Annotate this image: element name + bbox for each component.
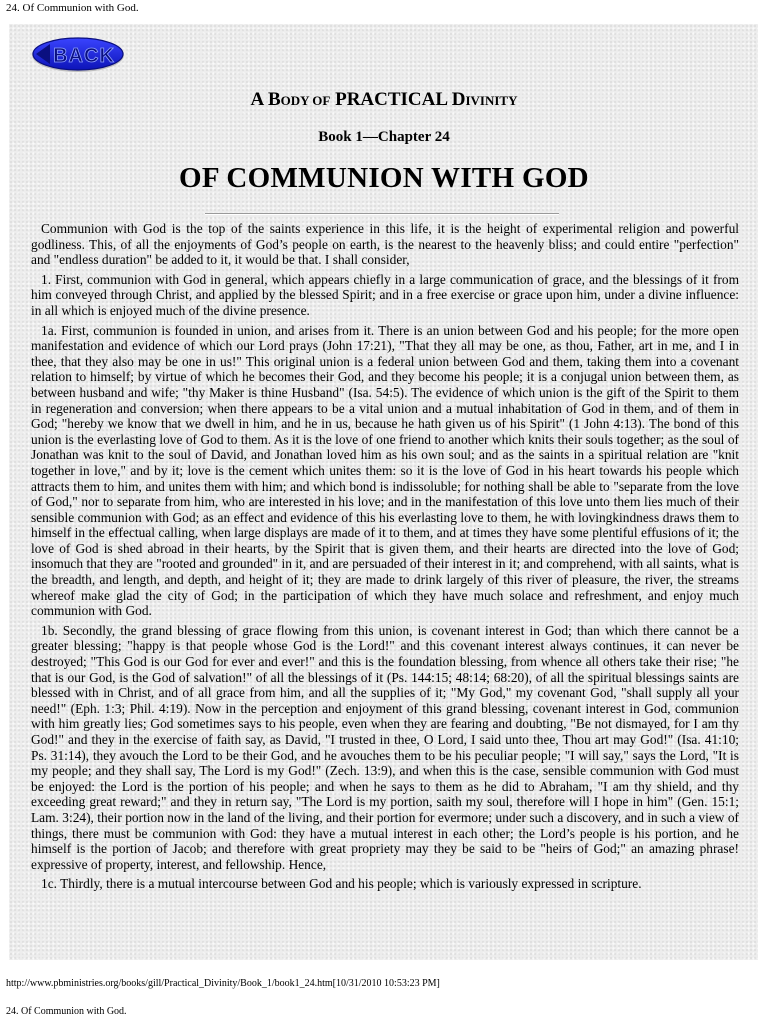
browser-page-title: 24. Of Communion with God.	[6, 2, 139, 14]
paragraph: 1c. Thirdly, there is a mutual intercourse between God and his people; which is variously expressed in scripture.	[41, 876, 642, 892]
book-title: A BODY OF PRACTICAL DIVINITY	[250, 89, 518, 110]
paragraph: 1. First, communion with God in general, which appears chiefly in a large communication of grace, and the blessings of it from him conveyed through Christ, and applied by the blessed Spirit; and in a free exercise or grace upon him, under a divine influence: in all which is enjoyed much of the divine presence.	[31, 271, 739, 318]
back-arrow-icon	[30, 34, 126, 76]
paragraph: Communion with God is the top of the saints experience in this life, it is the height of experimental religion and powerful godliness. This, of all the enjoyments of God’s people on earth, is the nearest to the heavenly bliss; and could entire "perfection" and "endless duration" be added to it, it would be that. I shall consider,	[31, 221, 739, 268]
back-button[interactable]	[30, 34, 126, 76]
back-label: BACK	[53, 45, 115, 67]
chapter-body	[31, 221, 739, 896]
paragraph: 1a. First, communion is founded in union, and arises from it. There is an union between God and his people; for the more open manifestation and evidence of which our Lord prays (John 17:21), "That they all may be one, as thou, Father, art in me, and I in thee, that they also may be one in us!" This original union is a federal union between God and them, taking them into a covenant relation to himself; by virtue of which he becomes their God, and they become his people; it is a conjugal union between them, as between husband and wife; "thy Maker is thine Husband" (Isa. 54:5). The evidence of which union is the gift of the Spirit to them in regeneration and conversion; when there appears to be a vital union and a mutual inhabitation of God in them, and of them in God; "hereby we know that we dwell in him, and he in us, because he hath given us of his Spirit" (1 John 4:13). The bond of this union is the everlasting love of God to them. As it is the love of one friend to another which knits their souls together; as the soul of Jonathan was knit to the soul of David, and Jonathan loved him as his own soul; and as the saints in a spiritual relation are "knit together in love," and by it; love is the cement which unites them: so it is the love of God in his heart towards his people which attracts them to him, and unites them with him; and which bond is indissoluble; for nothing shall be able to "separate from the love of God," nor to separate from him, who are interested in his love; and in the manifestation of this love unto them lies much of their sensible communion with God; as an effect and evidence of this his everlasting love to them, he with lovingkindness draws them to himself in the effectual calling, when large displays are made of it to them, and at times they have some plentiful effusions of it; the love of God is shed abroad in their hearts, by the Spirit that is given them, and their hearts are directed into the love of God; insomuch that they are "rooted and grounded" in it, and are persuaded of their interest in it; and comprehend, with all saints, what is the breadth, and length, and depth, and height of it; they are made to drink largely of this river of pleasure, the river, the streams whereof make glad the city of God; in the participation of which they have much solace and refreshment, and enjoy much communion with God.	[31, 322, 739, 619]
chapter-title: OF COMMUNION WITH GOD	[179, 162, 589, 194]
chapter-label: Book 1—Chapter 24	[318, 129, 450, 145]
footer-url: http://www.pbministries.org/books/gill/Practical_Divinity/Book_1/book1_24.htm[10/31/2010 10:53:23 PM]	[6, 978, 440, 989]
footer-page-title: 24. Of Communion with God.	[6, 1006, 127, 1017]
paragraph: 1b. Secondly, the grand blessing of grace flowing from this union, is covenant interest in God; than which there cannot be a greater blessing; "happy is that people whose God is the Lord!" and this covenant interest always continues, it can never be destroyed; "This God is our God for ever and ever!" and this is the foundation blessing, from whence all others take their rise; "he that is our God, is the God of salvation!" of all the blessings of it (Ps. 144:15; 48:14; 68:20), of all the spiritual blessings saints are blessed with in Christ, and of all grace from him, and all the supplies of it; "My God," my covenant God, "shall supply all your need!" (Eph. 1:3; Phil. 4:19). Now in the perception and enjoyment of this grand blessing, covenant interest in God, communion with him greatly lies; God sometimes says to his people, even when they are fearing and doubting, "Be not dismayed, for I am thy God!" and they in the exercise of faith say, as David, "I trusted in thee, O Lord, I said unto thee, Thou art may God!" (Isa. 41:10; Ps. 31:14), they avouch the Lord to be their God, and he avouches them to be his peculiar people; "I will say," says the Lord, "It is my people; and they shall say, The Lord is my God!" (Zech. 13:9), and when this is the case, sensible communion with God must be enjoyed: the Lord is the portion of his people; and when he says to them as he did to Abraham, "I am thy shield, and thy exceeding great reward;" and they in return say, "The Lord is my portion, saith my soul, therefore will I hope in him" (Gen. 15:1; Lam. 3:24), their portion now in the land of the living, and their portion for evermore; under such a discovery, and in such a view of things, there must be communion with God: they have a mutual interest in each other; the Lord’s people is his portion, and he himself is the portion of Jacob; and therefore with great propriety may they be said to be "heirs of God;" an amazing phrase! expressive of property, interest, and fellowship. Hence,	[31, 622, 739, 872]
title-divider	[205, 213, 559, 215]
